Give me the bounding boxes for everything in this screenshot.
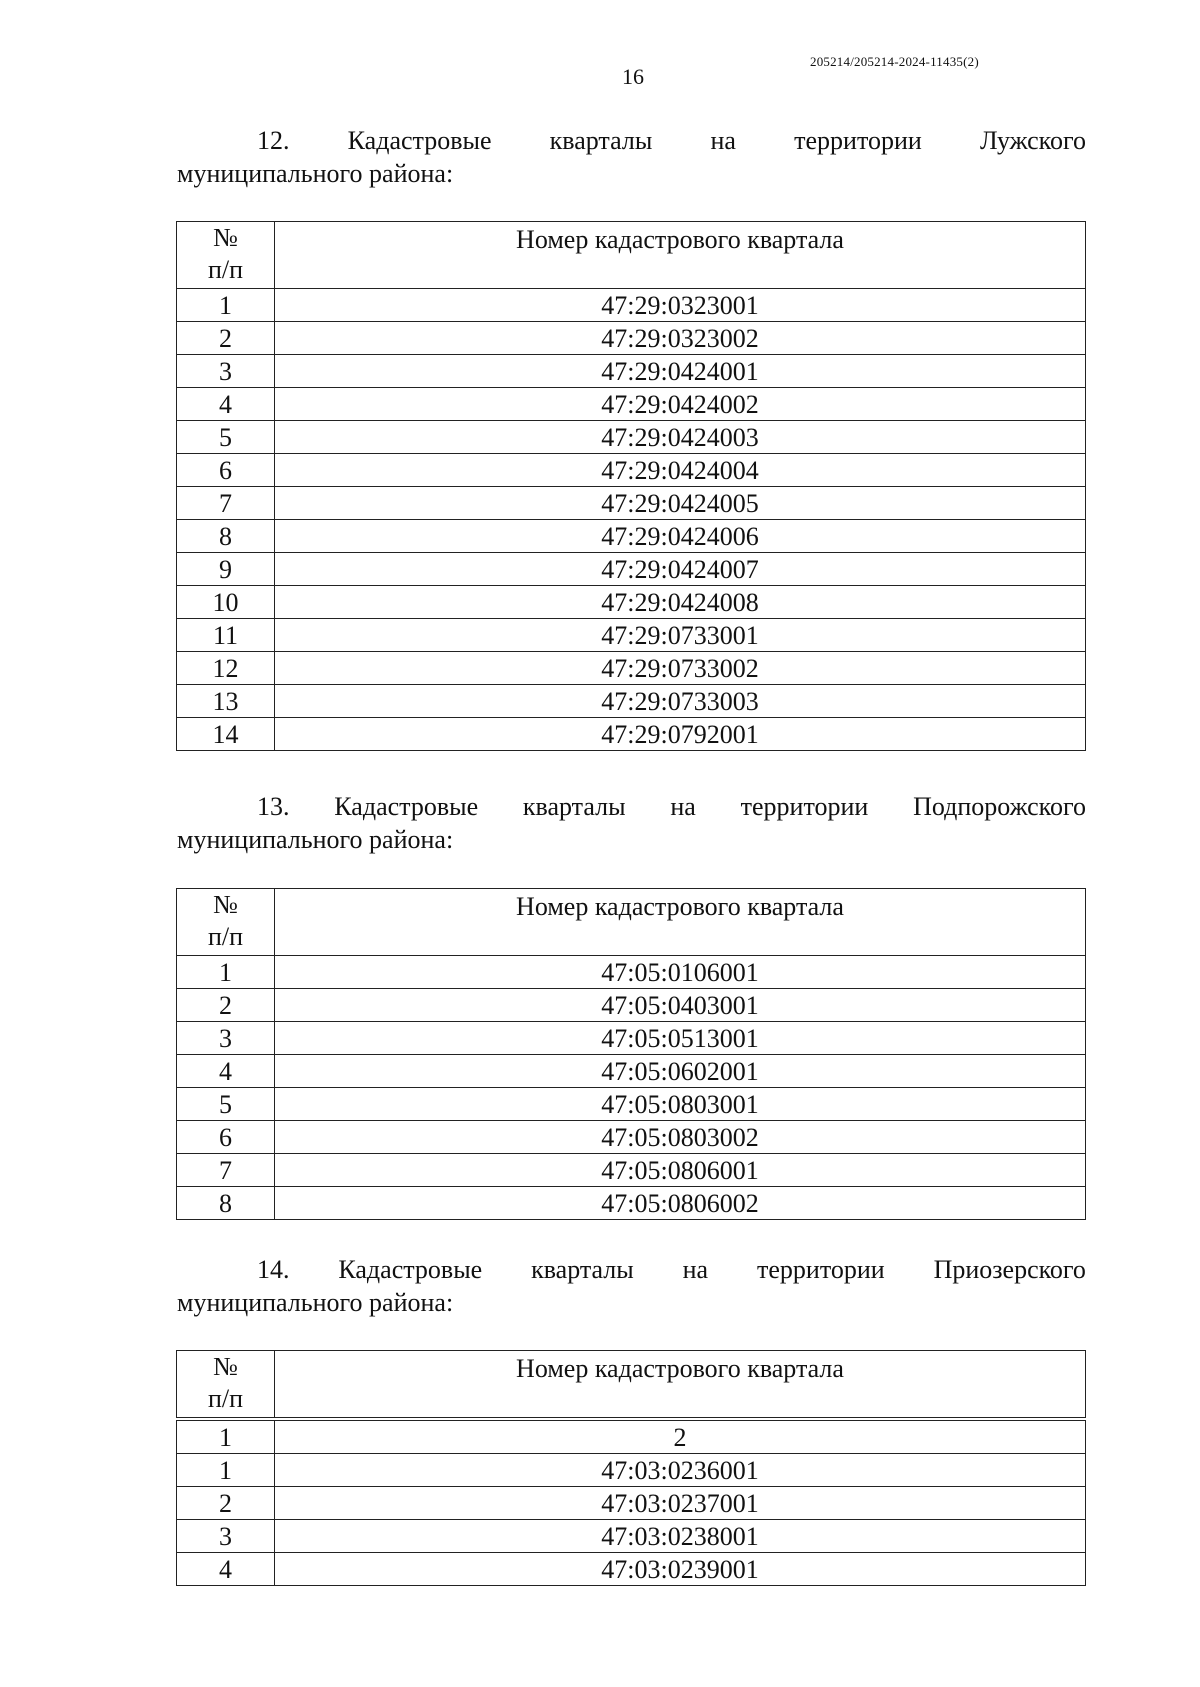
- cadastral-number: 47:03:0238001: [275, 1520, 1086, 1553]
- table-header-row: [177, 222, 1086, 289]
- section-heading: 13. Кадастровые кварталы на территории Подпорожского муниципального района:: [177, 792, 1086, 854]
- table-row: [177, 1520, 1086, 1553]
- table-row: [177, 619, 1086, 652]
- row-number: 13: [177, 685, 275, 718]
- cadastral-number: 47:05:0106001: [275, 956, 1086, 989]
- cadastral-number: 47:29:0424001: [275, 355, 1086, 388]
- table-row: [177, 1055, 1086, 1088]
- section-heading: 12. Кадастровые кварталы на территории Лужского муниципального района:: [177, 126, 1086, 188]
- cadastral-number: 47:29:0424006: [275, 520, 1086, 553]
- row-number: 2: [177, 989, 275, 1022]
- table-row: [177, 421, 1086, 454]
- table-row: [177, 553, 1086, 586]
- table-row: [177, 1088, 1086, 1121]
- row-number: 1: [177, 1454, 275, 1487]
- table-row: [177, 289, 1086, 322]
- table-row: [177, 1187, 1086, 1220]
- cadastral-number: 47:29:0733001: [275, 619, 1086, 652]
- table-row: [177, 1022, 1086, 1055]
- row-number: 11: [177, 619, 275, 652]
- row-number: 2: [177, 1487, 275, 1520]
- table-row: [177, 1154, 1086, 1187]
- cadastral-number: 47:29:0733003: [275, 685, 1086, 718]
- table-row: [177, 388, 1086, 421]
- row-number: 8: [177, 1187, 275, 1220]
- table-row: [177, 718, 1086, 751]
- cadastral-number: 47:03:0236001: [275, 1454, 1086, 1487]
- row-number: 1: [177, 956, 275, 989]
- row-number: 3: [177, 355, 275, 388]
- cadastral-number: 47:29:0424003: [275, 421, 1086, 454]
- column-number: 2: [275, 1419, 1086, 1454]
- row-number: 3: [177, 1022, 275, 1055]
- cadastral-number: 47:05:0803001: [275, 1088, 1086, 1121]
- cadastral-number: 47:05:0803002: [275, 1121, 1086, 1154]
- cadastral-number: 47:29:0424004: [275, 454, 1086, 487]
- table-row: [177, 1487, 1086, 1520]
- table-row: [177, 454, 1086, 487]
- row-number: 4: [177, 1553, 275, 1586]
- table-header-row: [177, 1351, 1086, 1420]
- cadastral-number: 47:29:0733002: [275, 652, 1086, 685]
- table-row: [177, 652, 1086, 685]
- row-number: 8: [177, 520, 275, 553]
- table-header-row: [177, 889, 1086, 956]
- cadastral-number: 47:03:0239001: [275, 1553, 1086, 1586]
- cadastral-number: 47:29:0424002: [275, 388, 1086, 421]
- section-heading: 14. Кадастровые кварталы на территории Приозерского муниципального района:: [177, 1255, 1086, 1317]
- row-number: 12: [177, 652, 275, 685]
- column-header-number: № п/п: [177, 1351, 275, 1420]
- row-number: 2: [177, 322, 275, 355]
- table-row: [177, 989, 1086, 1022]
- table-row: [177, 685, 1086, 718]
- row-number: 1: [177, 289, 275, 322]
- cadastral-number: 47:05:0513001: [275, 1022, 1086, 1055]
- row-number: 4: [177, 1055, 275, 1088]
- table-row: [177, 956, 1086, 989]
- cadastral-table: [176, 888, 1086, 1220]
- row-number: 6: [177, 454, 275, 487]
- column-number: 1: [177, 1419, 275, 1454]
- table-row: [177, 520, 1086, 553]
- table-row: [177, 355, 1086, 388]
- table-row: [177, 1121, 1086, 1154]
- row-number: 3: [177, 1520, 275, 1553]
- cadastral-number: 47:05:0602001: [275, 1055, 1086, 1088]
- cadastral-table: [176, 1350, 1086, 1586]
- table-row: [177, 586, 1086, 619]
- cadastral-number: 47:03:0237001: [275, 1487, 1086, 1520]
- column-number-row: [177, 1419, 1086, 1454]
- cadastral-number: 47:05:0806001: [275, 1154, 1086, 1187]
- row-number: 5: [177, 421, 275, 454]
- column-header-number: № п/п: [177, 222, 275, 289]
- row-number: 4: [177, 388, 275, 421]
- cadastral-number: 47:29:0424008: [275, 586, 1086, 619]
- row-number: 14: [177, 718, 275, 751]
- column-header-number: № п/п: [177, 889, 275, 956]
- cadastral-number: 47:05:0403001: [275, 989, 1086, 1022]
- row-number: 9: [177, 553, 275, 586]
- cadastral-number: 47:29:0323001: [275, 289, 1086, 322]
- cadastral-table: [176, 221, 1086, 751]
- document-id: 205214/205214-2024-11435(2): [810, 54, 979, 69]
- row-number: 5: [177, 1088, 275, 1121]
- page-number: 16: [622, 64, 644, 89]
- table-row: [177, 1454, 1086, 1487]
- cadastral-number: 47:29:0424005: [275, 487, 1086, 520]
- cadastral-number: 47:05:0806002: [275, 1187, 1086, 1220]
- cadastral-number: 47:29:0792001: [275, 718, 1086, 751]
- row-number: 7: [177, 487, 275, 520]
- column-header-code: Номер кадастрового квартала: [275, 889, 1086, 956]
- row-number: 7: [177, 1154, 275, 1187]
- cadastral-number: 47:29:0323002: [275, 322, 1086, 355]
- row-number: 10: [177, 586, 275, 619]
- column-header-code: Номер кадастрового квартала: [275, 222, 1086, 289]
- cadastral-number: 47:29:0424007: [275, 553, 1086, 586]
- column-header-code: Номер кадастрового квартала: [275, 1351, 1086, 1420]
- table-row: [177, 487, 1086, 520]
- table-row: [177, 322, 1086, 355]
- row-number: 6: [177, 1121, 275, 1154]
- table-row: [177, 1553, 1086, 1586]
